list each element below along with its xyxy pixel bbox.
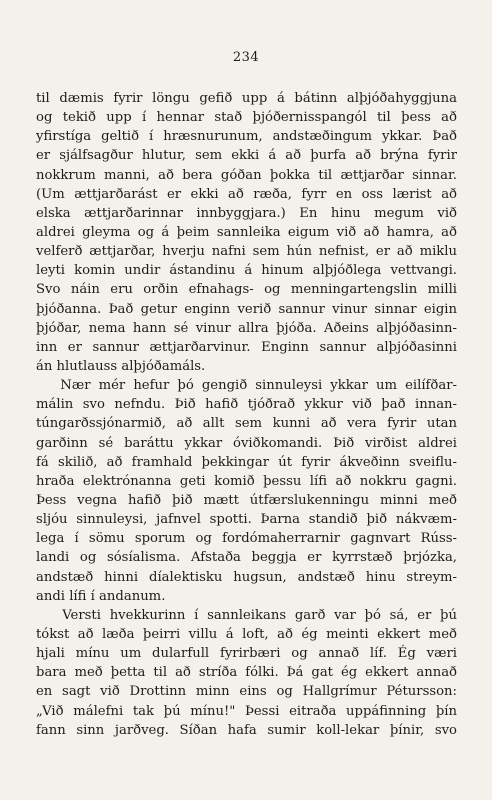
- text-line: velferð ættjarðar, hverju nafni sem hún nefnist, er að miklu: [36, 244, 457, 260]
- text-line: málin svo nefndu. Þið hafið tjóðrað ykkur við það innan-: [36, 397, 457, 413]
- text-line: yfirstíga geltið í hræsnurunum, andstæðingum ykkar. Það: [36, 129, 457, 145]
- text-line: inn er sannur ættjarðarvinur. Enginn sannur alþjóðasinni: [36, 339, 457, 355]
- text-line: landi og sósíalisma. Afstaða beggja er kyrrstæð þrjózka,: [36, 550, 457, 566]
- text-line: þjóðar, nema hann sé vinur allra þjóða. Aðeins alþjóðasinn-: [36, 320, 457, 336]
- text-line: fann sinn jarðveg. Síðan hafa sumir koll-lekar þínir, svo: [36, 722, 457, 738]
- text-line: bara með þetta til að stríða fólki. Þá gat ég ekkert annað: [36, 665, 457, 681]
- text-line: til dæmis fyrir löngu gefið upp á bátinn alþjóðahyggjuna: [36, 91, 457, 106]
- page-number: 234: [232, 50, 260, 65]
- text-line: er sjálfsagður hlutur, sem ekki á að þurfa að brýna fyrir: [36, 148, 457, 164]
- text-line: tókst að læða þeirri villu á loft, að ég meinti ekkert með: [36, 626, 457, 642]
- text-line: án hlutlauss alþjóðamáls.: [36, 358, 206, 374]
- text-line: (Um ættjarðarást er ekki að ræða, fyrr en oss lærist að: [36, 186, 457, 202]
- text-line: Nær mér hefur þó gengið sinnuleysi ykkar um eilífðar-: [36, 378, 457, 394]
- text-line: Þess vegna hafið þið mætt útfærslukenningu minni með: [36, 492, 457, 508]
- text-line: nokkrum manni, að bera góðan þokka til ættjarðar sinnar.: [36, 167, 457, 183]
- text-line: Versti hvekkurinn í sannleikans garð var þó sá, er þú: [36, 607, 457, 623]
- text-line: aldrei gleyma og á þeim sannleika eigum við að hamra, að: [36, 224, 457, 240]
- text-line: og tekið upp í hennar stað þjóðernisspangól til þess að: [36, 110, 457, 126]
- text-line: andi lífi í andanum.: [36, 588, 166, 604]
- text-line: lega í sömu sporum og fordómaherrarnir gagnvart Rúss-: [36, 531, 457, 547]
- text-line: en sagt við Drottinn minn eins og Hallgrímur Pétursson:: [36, 684, 457, 700]
- text-line: hjali mínu um dularfull fyrirbæri og annað líf. Ég væri: [36, 646, 457, 662]
- text-line: „Við málefni tak þú mínu!" Þessi eitraða uppáfinning þín: [36, 703, 457, 719]
- text-line: hraða elektrónanna geti komið þessu lífi að nokkru gagni.: [36, 473, 457, 489]
- text-line: túngarðssjónarmið, að allt sem kunni að vera fyrir utan: [36, 416, 457, 432]
- text-line: andstæð hinni díalektisku hugsun, andstæð hinu streym-: [36, 569, 457, 585]
- text-line: þjóðanna. Það getur enginn verið sannur vinur sinnar eigin: [36, 301, 457, 317]
- text-line: Svo náin eru orðin efnahags- og menningartengslin milli: [36, 282, 457, 298]
- text-line: fá skilið, að framhald þekkingar út fyrir ákveðinn sveiflu-: [36, 454, 457, 470]
- text-line: sljóu sinnuleysi, jafnvel spotti. Þarna standið þið nákvæm-: [36, 512, 457, 528]
- text-line: elska ættjarðarinnar innbyggjara.) En hinu megum við: [36, 205, 457, 221]
- body-text: [36, 89, 457, 740]
- text-line: garðinn sé baráttu ykkar óviðkomandi. Þið virðist aldrei: [36, 435, 457, 451]
- text-line: leyti komin undir ástandinu á hinum alþjóðlega vettvangi.: [36, 263, 457, 279]
